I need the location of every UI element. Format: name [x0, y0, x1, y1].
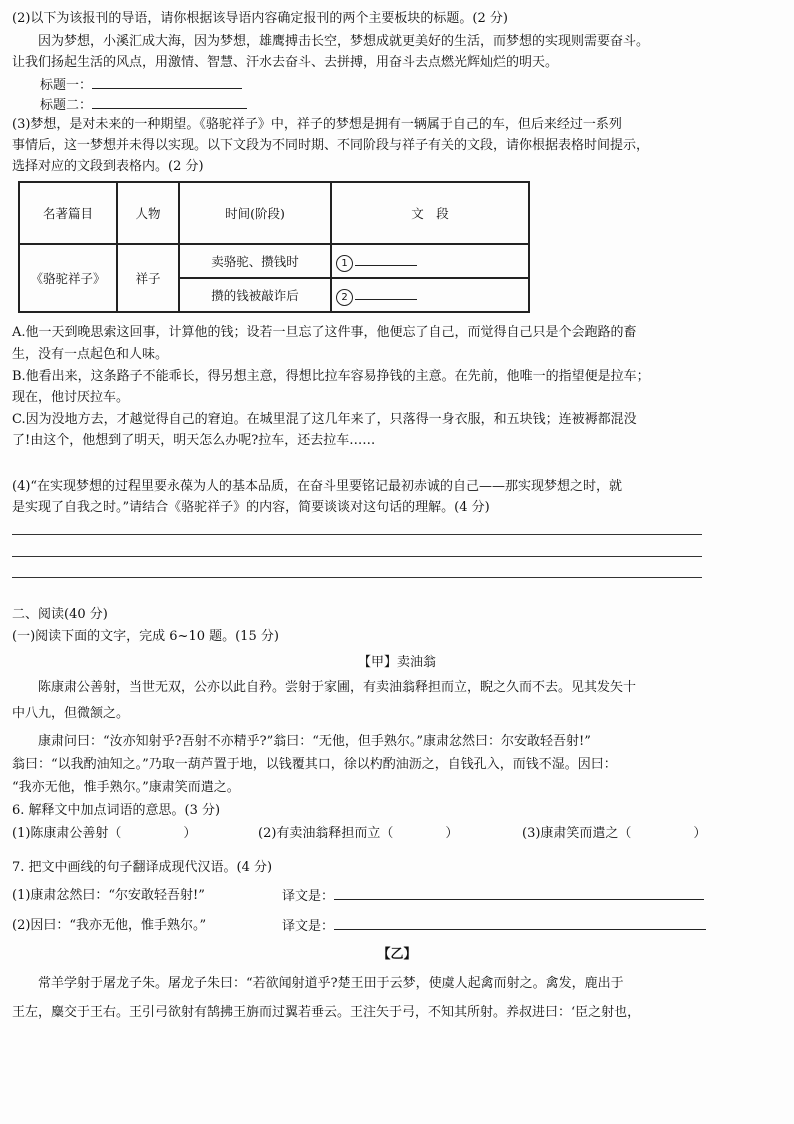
- q6-item-1-close: ）: [183, 826, 197, 841]
- q6-item-3-text: (3)康肃笑而遣之（: [522, 826, 632, 841]
- answer-line-1[interactable]: [12, 534, 702, 535]
- q2-prompt: (2)以下为该报刊的导语，请你根据该导语内容确定报刊的两个主要板块的标题。(2 分): [12, 11, 508, 26]
- jia-p2-line-2: 翁曰：“以我酌油知之。”乃取一葫芦置于地，以钱覆其口，徐以杓酌油沥之，自钱孔入，而钱不湿。因曰：: [12, 757, 617, 772]
- q7-translation-2-label: 译文是：: [282, 919, 335, 934]
- title-two-row: [40, 94, 247, 116]
- option-b-line-1: B.他看出来，这条路子不能乖长，得另想主意，得想比拉车容易挣钱的主意。在先前，他唯一的指望便是拉车；: [12, 369, 650, 384]
- circled-one: 1: [336, 255, 353, 272]
- header-person: 人物: [117, 182, 179, 244]
- jia-p1-line-1: 陈康肃公善射，当世无双，公亦以此自矜。尝射于家圃，有卖油翁释担而立，睨之久而不去。见其发矢十: [38, 680, 637, 695]
- q6-item-1-text: (1)陈康肃公善射（: [12, 826, 122, 841]
- q2-lead-line-1: 因为梦想，小溪汇成大海，因为梦想，雄鹰搏击长空，梦想成就更美好的生活，而梦想的实现则需要奋斗。: [38, 34, 650, 49]
- answer-line-3[interactable]: [12, 577, 702, 578]
- cell-passage-1[interactable]: [331, 244, 529, 278]
- q6-item-1: [12, 823, 196, 844]
- q6-item-3: [522, 823, 706, 844]
- option-c-line-1: C.因为没地方去，才越觉得自己的窘迫。在城里混了这几年来了，只落得一身衣服，和五块钱；连被褥都混没: [12, 412, 637, 427]
- yi-line-1: 常羊学射于屠龙子朱。屠龙子朱曰：“若欲闻射道乎?楚王田于云梦，使虞人起禽而射之。禽发，鹿出于: [38, 976, 624, 991]
- section-two-subheading: (一)阅读下面的文字，完成 6~10 题。(15 分): [12, 629, 279, 644]
- title-one-label: 标题一：: [40, 78, 93, 93]
- cell-passage-2[interactable]: [331, 278, 529, 312]
- q2-lead-line-2: 让我们扬起生活的风点，用激情、智慧、汗水去奋斗、去拼搏，用奋斗去点燃光辉灿烂的明天。: [12, 55, 559, 70]
- option-a-line-1: A.他一天到晚思索这回事，计算他的钱；设若一旦忘了这件事，他便忘了自己，而觉得自己只是个会跑路的畜: [12, 325, 637, 340]
- passage-yi-title: 【乙】: [377, 947, 417, 962]
- header-time: 时间(阶段): [179, 182, 331, 244]
- section-two-heading: 二、阅读(40 分): [12, 607, 108, 622]
- q4-line-2: 是实现了自我之时。”请结合《骆驼祥子》的内容，简要谈谈对这句话的理解。(4 分): [12, 500, 490, 515]
- jia-p1-line-2: 中八九，但微颔之。: [12, 706, 130, 721]
- cell-time-2: 攒的钱被敲诈后: [179, 278, 331, 312]
- circled-two: 2: [336, 289, 353, 306]
- jia-p2-line-3: “我亦无他，惟手熟尔。”康肃笑而遣之。: [12, 780, 240, 795]
- header-book: 名著篇目: [19, 182, 117, 244]
- option-a-line-2: 生，没有一点起色和人味。: [12, 347, 169, 362]
- q6-item-2-text: (2)有卖油翁释担而立（: [258, 826, 394, 841]
- passage-blank-1[interactable]: [355, 251, 417, 266]
- q7-translation-2-blank[interactable]: [334, 915, 706, 930]
- q6-item-3-close: ）: [693, 826, 707, 841]
- title-two-blank[interactable]: [92, 94, 247, 109]
- q7-translation-1: [282, 885, 704, 907]
- q7-sentence-2: (2)因曰：“我亦无他，惟手熟尔。”: [12, 918, 207, 933]
- q7-translation-1-label: 译文是：: [282, 889, 335, 904]
- q3-line-1: (3)梦想，是对未来的一种期望。《骆驼祥子》中，祥子的梦想是拥有一辆属于自己的车，但后来经过一系列: [12, 117, 622, 132]
- option-c-line-2: 了!由这个，他想到了明天，明天怎么办呢?拉车，还去拉车……: [12, 433, 376, 448]
- q7-prompt: 7. 把文中画线的句子翻译成现代汉语。(4 分): [12, 860, 273, 875]
- header-passage: 文 段: [331, 182, 529, 244]
- q7-translation-1-blank[interactable]: [334, 885, 704, 900]
- passage-blank-2[interactable]: [355, 285, 417, 300]
- title-two-label: 标题二：: [40, 98, 93, 113]
- q6-item-2-close: ）: [445, 826, 459, 841]
- cell-person: 祥子: [117, 244, 179, 312]
- q6-item-2: [258, 823, 458, 844]
- cell-time-1: 卖骆驼、攒钱时: [179, 244, 331, 278]
- q4-line-1: (4)“在实现梦想的过程里要永葆为人的基本品质，在奋斗里要铭记最初赤诚的自己——那实现梦想之时，就: [12, 479, 623, 494]
- option-b-line-2: 现在，他讨厌拉车。: [12, 390, 130, 405]
- literature-table: [18, 181, 530, 313]
- jia-p2-line-1: 康肃问曰：“汝亦知射乎?吾射不亦精乎?”翁曰：“无他，但手熟尔。”康肃忿然曰：尔安敢轻吾射!”: [38, 734, 591, 749]
- title-one-blank[interactable]: [92, 74, 242, 89]
- answer-line-2[interactable]: [12, 556, 702, 557]
- yi-line-2: 王左，麋交于王右。王引弓欲射有鹄拂王旃而过翼若垂云。王注矢于弓，不知其所射。养叔进曰：‘臣之射也，: [12, 1005, 641, 1020]
- q6-prompt: 6. 解释文中加点词语的意思。(3 分): [12, 803, 221, 818]
- q3-line-2: 事情后，这一梦想并未得以实现。以下文段为不同时期、不同阶段与祥子有关的文段，请你根据表格时间提示，: [12, 138, 650, 153]
- passage-jia-title: 【甲】卖油翁: [357, 655, 436, 670]
- q7-translation-2: [282, 915, 706, 937]
- cell-book: 《骆驼祥子》: [19, 244, 117, 312]
- q7-sentence-1: (1)康肃忿然曰：“尔安敢轻吾射!”: [12, 888, 205, 903]
- q3-line-3: 选择对应的文段到表格内。(2 分): [12, 159, 204, 174]
- title-one-row: [40, 74, 242, 96]
